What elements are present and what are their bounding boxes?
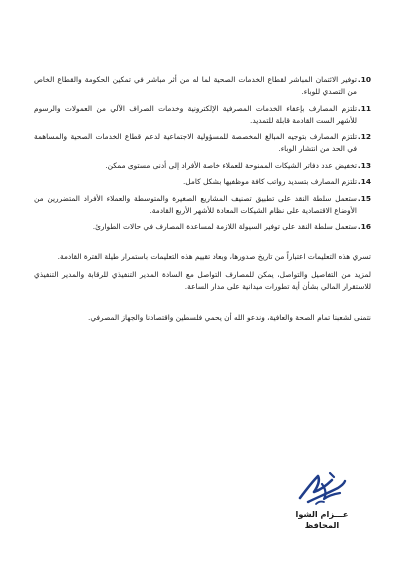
list-item	[34, 74, 371, 98]
item-text: تخفيض عدد دفاتر الشيكات الممنوحة للعملاء خاصة الأفراد إلى أدنى مستوى ممكن.	[105, 160, 357, 170]
item-number: 14.	[357, 177, 371, 186]
list-item	[34, 176, 371, 188]
item-number: 13.	[357, 160, 371, 170]
closing-paragraph: نتمنى لشعبنا تمام الصحة والعافية، وندعو الله أن يحمي فلسطين واقتصادنا والجهاز المصرفي.	[88, 312, 371, 322]
list-item	[34, 160, 371, 172]
item-number: 16.	[357, 222, 371, 231]
list-item	[34, 193, 371, 217]
signature-mark-icon	[294, 468, 350, 508]
item-text: تلتزم المصارف بإعفاء الخدمات المصرفية الإلكترونية وخدمات الصراف الآلي من العمولات والرسوم للأشهر الست القادمة قابلة للتمديد.	[34, 103, 357, 125]
effective-date-paragraph: تسري هذه التعليمات اعتباراً من تاريخ صدورها، وبعاد تقييم هذه التعليمات باستمرار طيلة الفترة القادمة.	[57, 252, 371, 261]
list-item	[34, 221, 371, 233]
item-text: ستعمل سلطة النقد على توفير السيولة اللازمة لمساعدة المصارف في حالات الطوارئ.	[92, 222, 357, 231]
item-text: ستعمل سلطة النقد على تطبيق تصنيف المشاريع الصغيرة والمتوسطة والعملاء الأفراد المتضررين من الأوضاع الاقتصادية على نظام الشيكات المعادة للأشهر الأربع القادمة.	[34, 193, 357, 215]
signatory-name: عـــزام الشوا	[295, 509, 349, 519]
list-item	[34, 131, 371, 155]
item-number: 12.	[357, 132, 371, 141]
signatory-title: المحافظ	[304, 520, 340, 530]
item-text: توفير الائتمان المباشر لقطاع الخدمات الصحية لما له من أثر مباشر في تمكين الحكومة والقطاع الخاص من التصدي للوباء.	[34, 75, 357, 96]
item-number: 15.	[357, 193, 371, 203]
item-text: تلتزم المصارف بتسديد رواتب كافة موظفيها بشكل كامل.	[182, 177, 357, 186]
signature-block	[277, 468, 367, 531]
item-text: تلتزم المصارف بتوجيه المبالغ المخصصة للمسؤولية الاجتماعية لدعم قطاع الخدمات الصحية والمساهمة في الحد من انتشار الوباء.	[34, 132, 357, 153]
item-number: 10.	[357, 75, 371, 84]
item-number: 11.	[357, 103, 371, 113]
instructions-list	[34, 74, 371, 233]
contact-paragraph: لمزيد من التفاصيل والتواصل، يمكن للمصارف التواصل مع السادة المدير التنفيذي للرقابة والمدير التنفيذي للاستقرار المالي بشأن أية تطورات ميدانية على مدار الساعة.	[34, 269, 371, 291]
list-item	[34, 103, 371, 127]
